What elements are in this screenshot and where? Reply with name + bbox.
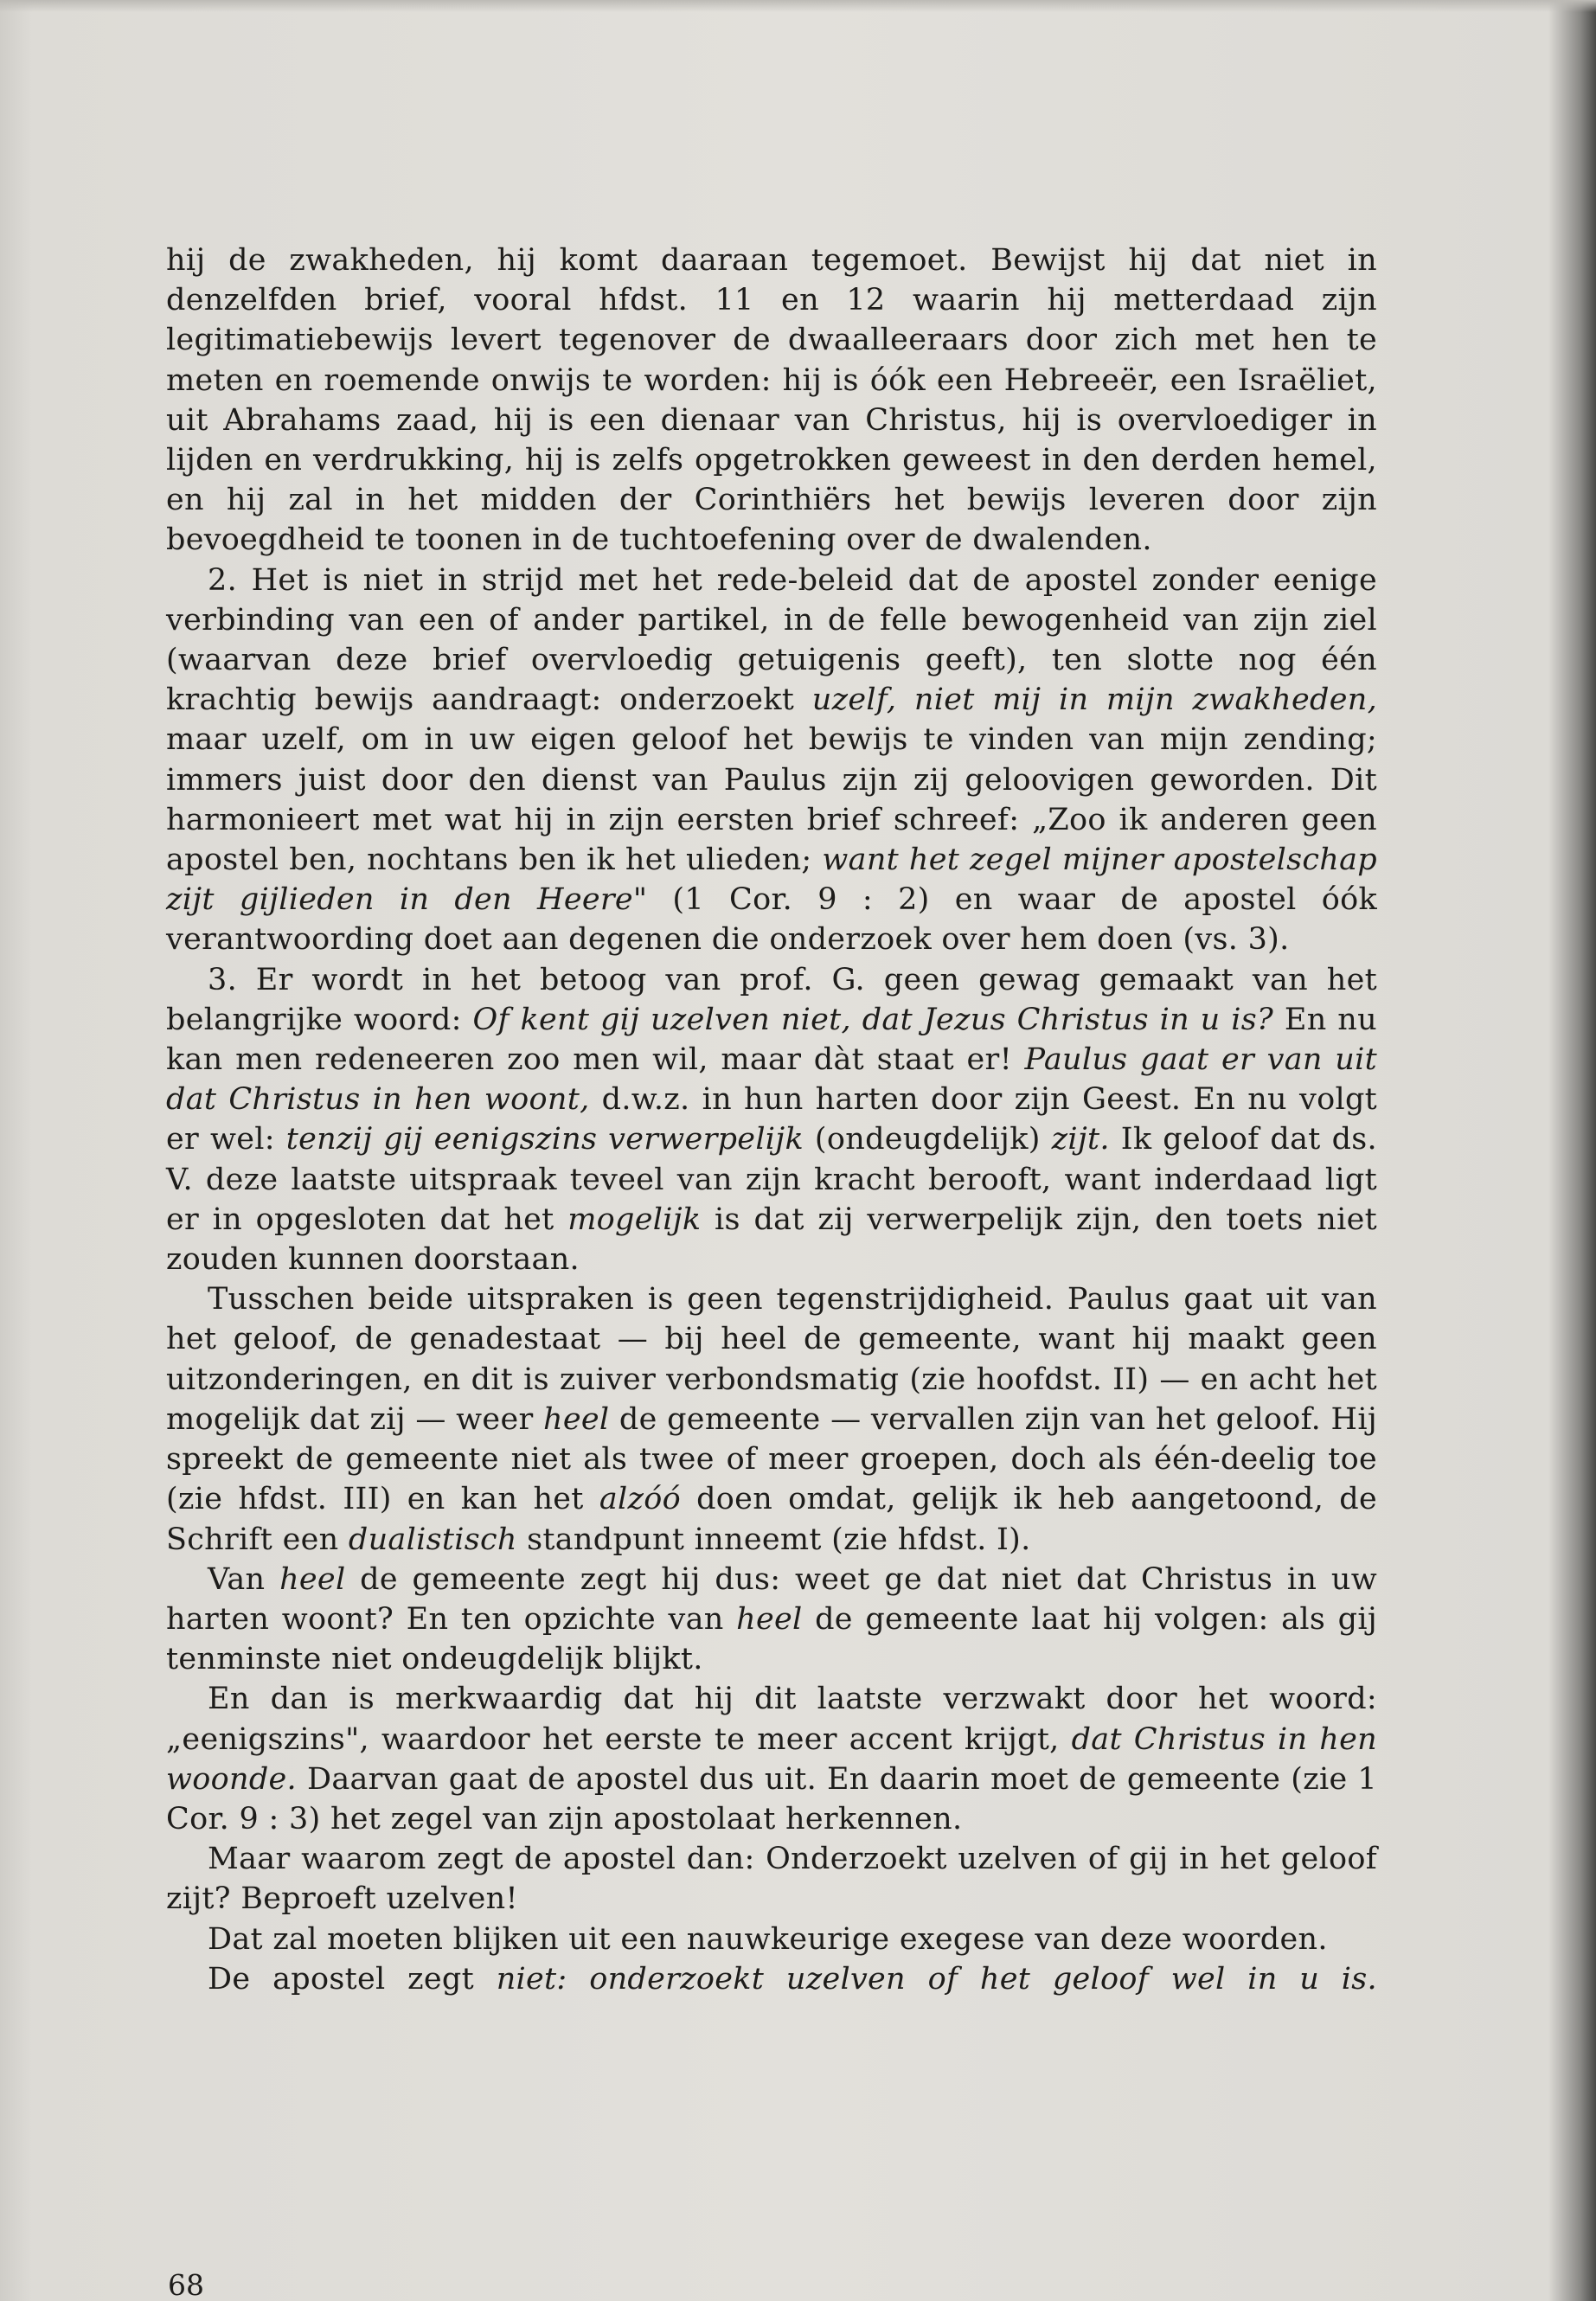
text-run: de gemeente — vervallen zijn van het geloof. Hij spreekt de gemeente niet als twee of meer groepen, doch als één-deelig toe (zie hfdst. III) en kan het	[166, 1401, 1377, 1517]
text-run: Ik geloof dat ds. V. deze laatste uitspraak teveel van zijn kracht berooft, want inderdaad ligt er in opgesloten dat het	[166, 1122, 1377, 1237]
text-run: hij de zwakheden, hij komt daaraan tegemoet. Bewijst hij dat niet in denzelfden brief, vooral hfdst. 11 en 12 waarin hij metterdaad zijn legitimatiebewijs levert tegenover de dwaalleeraars door zich met hen te meten en roemende onwijs te worden: hij is óók een Hebreeër, een Israëliet, uit Abrahams zaad, hij is een dienaar van Christus, hij is overvloediger in lijden en verdrukking, hij is zelfs opgetrokken geweest in den derden hemel, en hij zal in het midden der Corinthiërs het bewijs leveren door zijn bevoegdheid te toonen in de tuchtoefening over de dwalenden.	[166, 243, 1377, 558]
italic-text-run: heel	[736, 1601, 803, 1637]
paragraph-6	[166, 1679, 1377, 1839]
italic-text-run: heel	[543, 1401, 610, 1437]
text-run: Van	[208, 1561, 280, 1597]
italic-text-run: heel	[279, 1561, 346, 1597]
text-run: de gemeente laat hij volgen: als gij tenminste niet ondeugdelijk blijkt.	[166, 1601, 1377, 1677]
text-run: En nu kan men redeneeren zoo men wil, maar dàt staat er!	[166, 1002, 1377, 1078]
italic-text-run: tenzij gij eenigszins verwerpelijk	[285, 1122, 804, 1157]
paragraph-9	[166, 1959, 1377, 1999]
text-run: standpunt inneemt (zie hfdst. I).	[516, 1522, 1031, 1557]
text-run: 2. Het is niet in strijd met het rede-beleid dat de apostel zonder eenige verbinding van een of ander partikel, in de felle bewogenheid van zijn ziel (waarvan deze brief overvloedig getuigenis geeft), ten slotte nog één krachtig bewijs aandraagt: onderzoekt	[166, 562, 1377, 718]
paragraph-7	[166, 1839, 1377, 1919]
text-run: (ondeugdelijk)	[803, 1122, 1052, 1157]
body-text	[166, 240, 1377, 1999]
italic-text-run: dat Christus in hen woonde.	[166, 1721, 1377, 1797]
text-run: En dan is merkwaardig dat hij dit laatste verzwakt door het woord: „eenigszins", waardoor het eerste te meer accent krijgt,	[166, 1682, 1377, 1757]
paragraph-8	[166, 1920, 1377, 1959]
italic-text-run: want het zegel mijner apostelschap zijt gijlieden in den Heere	[166, 843, 1377, 918]
paragraph-1	[166, 240, 1377, 561]
paragraph-3	[166, 960, 1377, 1280]
page-number: 68	[168, 2268, 204, 2301]
paragraph-4	[166, 1279, 1377, 1559]
text-run: de gemeente zegt hij dus: weet ge dat niet dat Christus in uw harten woont? En ten opzichte van	[166, 1561, 1378, 1637]
text-run: d.w.z. in hun harten door zijn Geest. En nu volgt er wel:	[166, 1082, 1378, 1157]
paragraph-5	[166, 1560, 1377, 1680]
text-run: Maar waarom zegt de apostel dan: Onderzoekt uzelven of gij in het geloof zijt? Beproeft uzelven!	[166, 1842, 1377, 1917]
italic-text-run: dualistisch	[348, 1522, 517, 1557]
text-run: is dat zij verwerpelijk zijn, den toets niet zouden kunnen doorstaan.	[166, 1202, 1378, 1278]
italic-text-run: mogelijk	[567, 1202, 702, 1237]
text-run: De apostel zegt	[208, 1961, 497, 1997]
text-run: Dat zal moeten blijken uit een nauwkeurige exegese van deze woorden.	[208, 1921, 1328, 1957]
italic-text-run: zijt.	[1051, 1122, 1110, 1157]
italic-text-run: Of kent gij uzelven niet, dat Jezus Christus in u is?	[472, 1002, 1274, 1037]
italic-text-run: alzóó	[599, 1482, 681, 1517]
paragraph-2	[166, 561, 1377, 960]
text-run: Daarvan gaat de apostel dus uit. En daarin moet de gemeente (zie 1 Cor. 9 : 3) het zegel van zijn apostolaat herkennen.	[166, 1761, 1377, 1836]
italic-text-run: Paulus gaat er van uit dat Christus in hen woont,	[166, 1042, 1377, 1118]
italic-text-run: uzelf, niet mij in mijn zwakheden,	[811, 683, 1377, 718]
text-run: 3. Er wordt in het betoog van prof. G. geen gewag gemaakt van het belangrijke woord:	[166, 962, 1377, 1037]
text-run: maar uzelf, om in uw eigen geloof het bewijs te vinden van mijn zending; immers juist door den dienst van Paulus zijn zij geloovigen geworden. Dit harmonieert met wat hij in zijn eersten brief schreef: „Zoo ik anderen geen apostel ben, nochtans ben ik het ulieden;	[166, 722, 1377, 878]
text-run: Tusschen beide uitspraken is geen tegenstrijdigheid. Paulus gaat uit van het geloof, de genadestaat — bij heel de gemeente, want hij maakt geen uitzonderingen, en dit is zuiver verbondsmatig (zie hoofdst. II) — en acht het mogelijk dat zij — weer	[166, 1282, 1377, 1437]
text-run: doen omdat, gelijk ik heb aangetoond, de Schrift een	[166, 1482, 1377, 1557]
text-run: " (1 Cor. 9 : 2) en waar de apostel óók verantwoording doet aan degenen die onderzoek over hem doen (vs. 3).	[166, 882, 1377, 958]
italic-text-run: niet: onderzoekt uzelven of het geloof wel in u is.	[496, 1961, 1377, 1997]
